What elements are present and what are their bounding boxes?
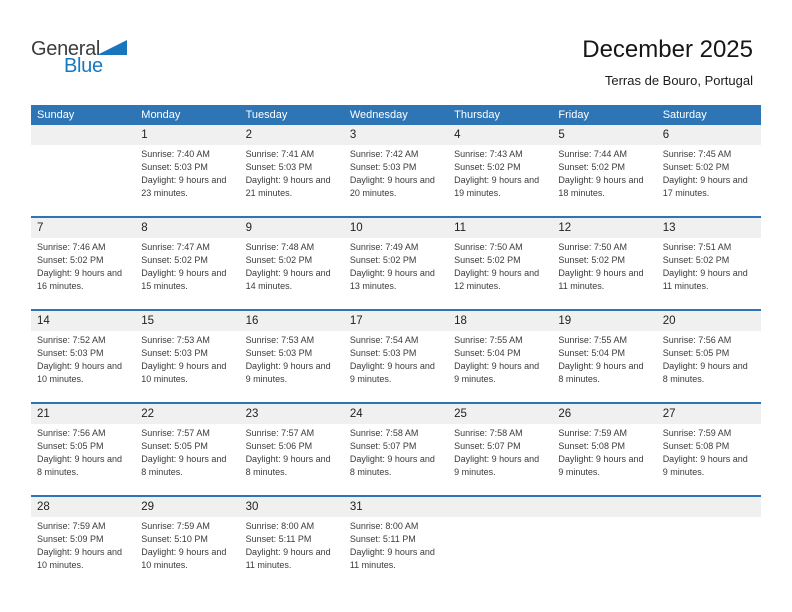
daylight-text: Daylight: 9 hours and 8 minutes. (37, 454, 123, 477)
date-number: 10 (349, 222, 363, 234)
day-details (552, 517, 656, 520)
daylight-text: Daylight: 9 hours and 10 minutes. (141, 361, 227, 384)
page-header (31, 36, 761, 100)
sunset-text: Sunset: 5:03 PM (245, 348, 313, 358)
date-band (31, 125, 135, 145)
day-details (344, 331, 448, 386)
date-number: 31 (349, 501, 363, 513)
day-cell (135, 311, 239, 402)
day-details (448, 424, 552, 479)
daylight-text: Daylight: 9 hours and 11 minutes. (558, 268, 644, 291)
sunrise-text: Sunrise: 7:47 AM (141, 242, 210, 252)
daylight-text: Daylight: 9 hours and 15 minutes. (141, 268, 227, 291)
day-details (135, 424, 239, 479)
daylight-text: Daylight: 9 hours and 8 minutes. (245, 454, 331, 477)
date-number: 11 (454, 222, 467, 234)
date-band (240, 218, 344, 238)
sunrise-text: Sunrise: 7:57 AM (245, 428, 315, 438)
day-details (344, 145, 448, 200)
date-number: 1 (141, 129, 148, 141)
date-band (31, 404, 135, 424)
sunset-text: Sunset: 5:03 PM (349, 162, 417, 172)
day-cell (552, 404, 656, 495)
date-band (657, 218, 761, 238)
weeks-grid (31, 125, 761, 588)
daylight-text: Daylight: 9 hours and 8 minutes. (662, 361, 748, 384)
date-band (240, 125, 344, 145)
general-blue-logo (31, 36, 171, 100)
sunrise-text: Sunrise: 7:49 AM (349, 242, 419, 252)
day-details (657, 424, 761, 479)
day-details (657, 331, 761, 386)
day-details (657, 238, 761, 293)
day-details (240, 145, 344, 200)
date-band (31, 218, 135, 238)
date-band (344, 404, 448, 424)
daylight-text: Daylight: 9 hours and 9 minutes. (558, 454, 644, 477)
weekday-header-wednesday: Wednesday (349, 109, 408, 121)
day-cell-empty (31, 125, 135, 216)
date-band (552, 218, 656, 238)
sunrise-text: Sunrise: 7:56 AM (662, 335, 732, 345)
date-number: 14 (37, 315, 50, 327)
sunrise-text: Sunrise: 7:59 AM (662, 428, 732, 438)
day-details (240, 238, 344, 293)
day-details (240, 331, 344, 386)
date-band (552, 497, 656, 517)
day-cell (31, 497, 135, 588)
day-cell (552, 311, 656, 402)
day-cell (344, 497, 448, 588)
date-band (135, 311, 239, 331)
sunset-text: Sunset: 5:11 PM (349, 534, 416, 544)
week-row (31, 125, 761, 216)
sunset-text: Sunset: 5:02 PM (349, 255, 417, 265)
day-cell (31, 218, 135, 309)
daylight-text: Daylight: 9 hours and 9 minutes. (454, 361, 540, 384)
daylight-text: Daylight: 9 hours and 17 minutes. (662, 175, 748, 198)
day-details (448, 238, 552, 293)
sunrise-text: Sunrise: 7:52 AM (37, 335, 106, 345)
day-cell (344, 404, 448, 495)
sunset-text: Sunset: 5:02 PM (662, 162, 730, 172)
date-band (448, 497, 552, 517)
day-cell (240, 311, 344, 402)
date-number: 28 (37, 501, 50, 513)
week-row (31, 402, 761, 495)
day-details (135, 517, 239, 572)
date-number: 13 (662, 222, 676, 234)
daylight-text: Daylight: 9 hours and 11 minutes. (662, 268, 748, 291)
date-band (135, 125, 239, 145)
sunrise-text: Sunrise: 7:58 AM (454, 428, 523, 438)
sunset-text: Sunset: 5:08 PM (662, 441, 730, 451)
day-details (657, 517, 761, 520)
sunrise-text: Sunrise: 7:44 AM (558, 149, 627, 159)
date-band (448, 311, 552, 331)
sunset-text: Sunset: 5:02 PM (37, 255, 104, 265)
date-number: 30 (245, 501, 259, 513)
day-details (240, 517, 344, 572)
sunset-text: Sunset: 5:06 PM (245, 441, 313, 451)
date-band (344, 311, 448, 331)
day-cell (448, 311, 552, 402)
daylight-text: Daylight: 9 hours and 8 minutes. (349, 454, 435, 477)
date-band (448, 218, 552, 238)
date-number: 8 (141, 222, 148, 234)
day-details (552, 238, 656, 293)
date-band (135, 404, 239, 424)
sunset-text: Sunset: 5:03 PM (37, 348, 104, 358)
day-details (135, 238, 239, 293)
day-details (344, 424, 448, 479)
logo-text-blue: Blue (64, 55, 103, 77)
day-details (448, 145, 552, 200)
day-cell (135, 218, 239, 309)
sunset-text: Sunset: 5:04 PM (558, 348, 625, 358)
day-details (31, 238, 135, 293)
sunset-text: Sunset: 5:02 PM (141, 255, 208, 265)
sunrise-text: Sunrise: 7:40 AM (141, 149, 210, 159)
date-band (552, 125, 656, 145)
date-band (657, 497, 761, 517)
sunset-text: Sunset: 5:03 PM (245, 162, 313, 172)
date-band (448, 404, 552, 424)
day-cell (31, 404, 135, 495)
sunrise-text: Sunrise: 7:59 AM (37, 521, 106, 531)
sunrise-text: Sunrise: 7:55 AM (558, 335, 627, 345)
sunset-text: Sunset: 5:05 PM (662, 348, 730, 358)
day-cell (448, 125, 552, 216)
sunset-text: Sunset: 5:03 PM (141, 348, 208, 358)
day-details (657, 145, 761, 200)
title-block (582, 36, 761, 100)
day-details (31, 517, 135, 572)
sunrise-text: Sunrise: 7:48 AM (245, 242, 315, 252)
sunrise-text: Sunrise: 7:50 AM (558, 242, 627, 252)
date-band (135, 497, 239, 517)
date-number: 4 (454, 129, 461, 141)
date-number: 21 (37, 408, 50, 420)
sunset-text: Sunset: 5:03 PM (141, 162, 208, 172)
day-details (135, 145, 239, 200)
date-band (240, 404, 344, 424)
week-row (31, 216, 761, 309)
daylight-text: Daylight: 9 hours and 8 minutes. (141, 454, 227, 477)
weekday-header-tuesday: Tuesday (245, 109, 288, 121)
date-number: 24 (349, 408, 363, 420)
sunrise-text: Sunrise: 7:57 AM (141, 428, 210, 438)
date-number: 22 (141, 408, 155, 420)
day-cell-empty (657, 497, 761, 588)
sunrise-text: Sunrise: 7:45 AM (662, 149, 732, 159)
day-cell (240, 404, 344, 495)
date-number: 25 (454, 408, 467, 420)
day-cell (344, 218, 448, 309)
sunset-text: Sunset: 5:04 PM (454, 348, 521, 358)
daylight-text: Daylight: 9 hours and 10 minutes. (37, 547, 123, 570)
daylight-text: Daylight: 9 hours and 23 minutes. (141, 175, 227, 198)
date-number: 27 (662, 408, 676, 420)
daylight-text: Daylight: 9 hours and 21 minutes. (245, 175, 331, 198)
date-band (344, 497, 448, 517)
date-number: 6 (662, 129, 670, 141)
date-number: 2 (245, 129, 252, 141)
day-details (31, 331, 135, 386)
day-details (552, 424, 656, 479)
sunrise-text: Sunrise: 7:59 AM (141, 521, 210, 531)
sunrise-text: Sunrise: 8:00 AM (349, 521, 419, 531)
weekday-header-row (31, 105, 761, 125)
sunrise-text: Sunrise: 7:53 AM (245, 335, 315, 345)
date-number: 9 (245, 222, 252, 234)
sunset-text: Sunset: 5:02 PM (454, 255, 521, 265)
day-cell (552, 218, 656, 309)
sunset-text: Sunset: 5:05 PM (141, 441, 208, 451)
date-band (657, 125, 761, 145)
date-band (552, 404, 656, 424)
daylight-text: Daylight: 9 hours and 16 minutes. (37, 268, 123, 291)
date-number: 5 (558, 129, 565, 141)
date-band (240, 497, 344, 517)
page-title: December 2025 (582, 36, 753, 63)
sunrise-text: Sunrise: 7:56 AM (37, 428, 106, 438)
day-details (344, 517, 448, 572)
day-cell (240, 218, 344, 309)
daylight-text: Daylight: 9 hours and 9 minutes. (662, 454, 748, 477)
sunset-text: Sunset: 5:11 PM (245, 534, 312, 544)
day-details (31, 424, 135, 479)
date-number: 15 (141, 315, 155, 327)
sunset-text: Sunset: 5:02 PM (558, 162, 625, 172)
sunset-text: Sunset: 5:02 PM (454, 162, 521, 172)
calendar-table (31, 105, 761, 588)
sunset-text: Sunset: 5:10 PM (141, 534, 208, 544)
date-number: 3 (349, 129, 357, 141)
date-band (31, 497, 135, 517)
date-band (448, 125, 552, 145)
daylight-text: Daylight: 9 hours and 10 minutes. (37, 361, 123, 384)
day-details (552, 145, 656, 200)
daylight-text: Daylight: 9 hours and 11 minutes. (349, 547, 435, 570)
day-details (240, 424, 344, 479)
sunrise-text: Sunrise: 7:46 AM (37, 242, 106, 252)
day-cell (135, 404, 239, 495)
sunrise-text: Sunrise: 7:42 AM (349, 149, 419, 159)
daylight-text: Daylight: 9 hours and 8 minutes. (558, 361, 644, 384)
date-band (552, 311, 656, 331)
sunset-text: Sunset: 5:07 PM (454, 441, 521, 451)
date-number: 23 (245, 408, 259, 420)
sunrise-text: Sunrise: 8:00 AM (245, 521, 315, 531)
date-number: 17 (349, 315, 363, 327)
logo-text-general: General (31, 38, 101, 60)
date-band (657, 404, 761, 424)
date-number: 16 (245, 315, 259, 327)
sunrise-text: Sunrise: 7:59 AM (558, 428, 627, 438)
date-number: 18 (454, 315, 467, 327)
day-cell (552, 125, 656, 216)
day-cell (31, 311, 135, 402)
weekday-header-friday: Friday (558, 109, 589, 121)
day-cell-empty (448, 497, 552, 588)
day-cell (657, 218, 761, 309)
date-number: 20 (662, 315, 676, 327)
daylight-text: Daylight: 9 hours and 14 minutes. (245, 268, 331, 291)
sunset-text: Sunset: 5:09 PM (37, 534, 104, 544)
date-band (31, 311, 135, 331)
day-cell (657, 404, 761, 495)
daylight-text: Daylight: 9 hours and 20 minutes. (349, 175, 435, 198)
daylight-text: Daylight: 9 hours and 9 minutes. (245, 361, 331, 384)
daylight-text: Daylight: 9 hours and 12 minutes. (454, 268, 540, 291)
date-number: 26 (558, 408, 572, 420)
date-number: 29 (141, 501, 155, 513)
day-details (31, 145, 135, 148)
day-cell (135, 125, 239, 216)
week-row (31, 495, 761, 588)
sunrise-text: Sunrise: 7:50 AM (454, 242, 523, 252)
daylight-text: Daylight: 9 hours and 13 minutes. (349, 268, 435, 291)
day-details (344, 238, 448, 293)
date-number: 19 (558, 315, 572, 327)
date-band (135, 218, 239, 238)
day-cell (448, 218, 552, 309)
date-band (240, 311, 344, 331)
day-cell (240, 125, 344, 216)
sunrise-text: Sunrise: 7:51 AM (662, 242, 732, 252)
sunset-text: Sunset: 5:08 PM (558, 441, 625, 451)
sunrise-text: Sunrise: 7:43 AM (454, 149, 523, 159)
sunrise-text: Sunrise: 7:53 AM (141, 335, 210, 345)
day-cell (344, 311, 448, 402)
page-subtitle: Terras de Bouro, Portugal (604, 73, 753, 88)
date-number: 12 (558, 222, 572, 234)
day-details (552, 331, 656, 386)
day-cell (240, 497, 344, 588)
sunset-text: Sunset: 5:05 PM (37, 441, 104, 451)
daylight-text: Daylight: 9 hours and 10 minutes. (141, 547, 227, 570)
sunset-text: Sunset: 5:02 PM (558, 255, 625, 265)
day-details (448, 331, 552, 386)
date-number: 7 (37, 222, 44, 234)
day-cell (448, 404, 552, 495)
sunset-text: Sunset: 5:03 PM (349, 348, 417, 358)
sunrise-text: Sunrise: 7:54 AM (349, 335, 419, 345)
day-cell-empty (552, 497, 656, 588)
day-cell (135, 497, 239, 588)
sunset-text: Sunset: 5:02 PM (662, 255, 730, 265)
weekday-header-sunday: Sunday (37, 109, 75, 121)
week-row (31, 309, 761, 402)
day-details (448, 517, 552, 520)
daylight-text: Daylight: 9 hours and 18 minutes. (558, 175, 644, 198)
weekday-header-saturday: Saturday (662, 109, 707, 121)
sunrise-text: Sunrise: 7:55 AM (454, 335, 523, 345)
day-cell (657, 125, 761, 216)
date-band (657, 311, 761, 331)
sunrise-text: Sunrise: 7:58 AM (349, 428, 419, 438)
sunset-text: Sunset: 5:07 PM (349, 441, 417, 451)
daylight-text: Daylight: 9 hours and 9 minutes. (349, 361, 435, 384)
daylight-text: Daylight: 9 hours and 9 minutes. (454, 454, 540, 477)
day-cell (344, 125, 448, 216)
weekday-header-monday: Monday (141, 109, 181, 121)
day-cell (657, 311, 761, 402)
sunset-text: Sunset: 5:02 PM (245, 255, 313, 265)
day-details (135, 331, 239, 386)
date-band (344, 218, 448, 238)
logo-triangle-icon (97, 40, 127, 55)
daylight-text: Daylight: 9 hours and 19 minutes. (454, 175, 540, 198)
date-band (344, 125, 448, 145)
sunrise-text: Sunrise: 7:41 AM (245, 149, 315, 159)
daylight-text: Daylight: 9 hours and 11 minutes. (245, 547, 331, 570)
weekday-header-thursday: Thursday (454, 109, 500, 121)
